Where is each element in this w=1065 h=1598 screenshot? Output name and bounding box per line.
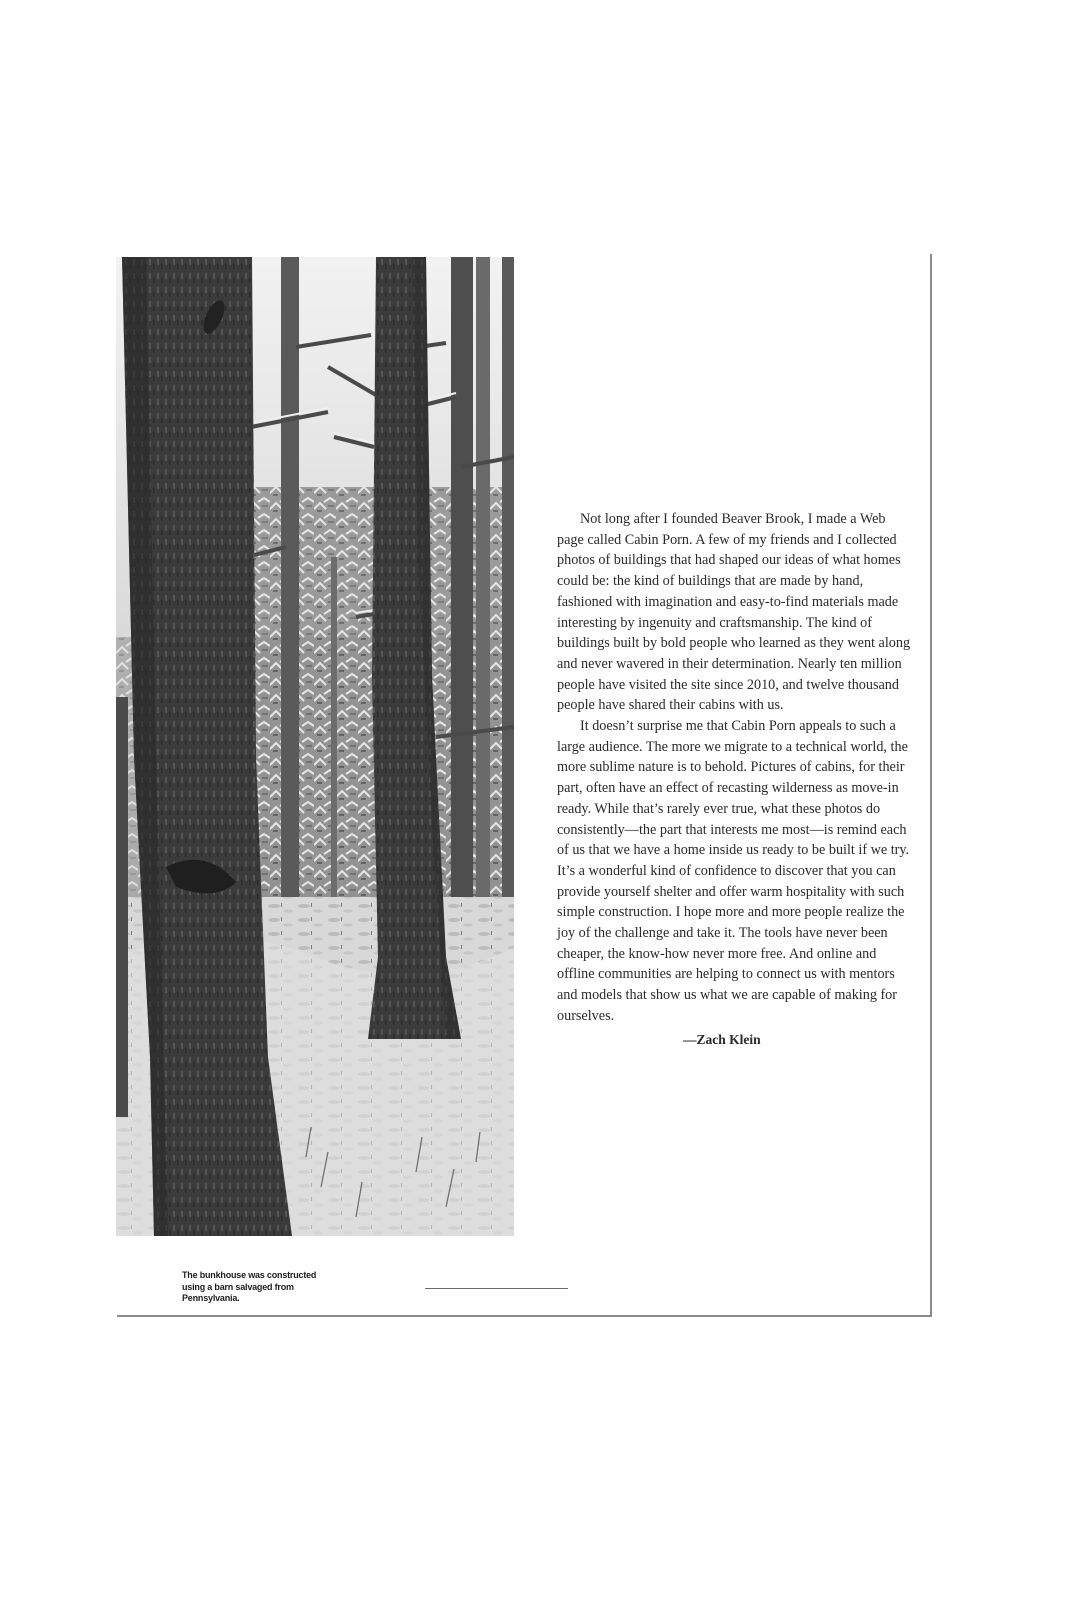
photo-caption: The bunkhouse was constructed using a barn salvaged from Pennsylvania. <box>182 1270 317 1303</box>
essay-text <box>557 509 913 1050</box>
forest-photo <box>116 257 514 1236</box>
essay-paragraph: It doesn’t surprise me that Cabin Porn appeals to such a large audience. The more we migrate to a technical world, the more sublime nature is to behold. Pictures of cabins, for their part, often have an effect of recasting wilderness as move-in ready. While that’s rarely ever true, what these photos do consistently—the part that interests me most—is remind each of us that we have a home inside us ready to be built if we try. It’s a wonderful kind of confidence to discover that you can provide yourself shelter and offer warm hospitality with such simple construction. I hope more and more people realize the joy of the challenge and take it. The tools have never been cheaper, the know-how never more free. And online and offline communities are helping to connect us with mentors and models that show us what we are capable of making for ourselves. <box>557 718 910 1024</box>
essay-paragraph: Not long after I founded Beaver Brook, I made a Web page called Cabin Porn. A few of my friends and I collected photos of buildings that had shaped our ideas of what homes could be: the kind of buildings that are made by hand, fashioned with imagination and easy-to-find materials made interesting by ingenuity and craftsmanship. The kind of buildings built by bold people who learned as they went along and never wavered in their determination. Nearly ten million people have visited the site since 2010, and twelve thousand people have shared their cabins with us. <box>557 511 911 714</box>
snowy-pine-forest-photo-icon <box>116 257 514 1236</box>
page-frame-bottom <box>117 1315 932 1317</box>
page-frame-right <box>930 254 932 1317</box>
author-signature: —Zach Klein <box>683 1031 761 1047</box>
caption-divider <box>425 1288 568 1289</box>
